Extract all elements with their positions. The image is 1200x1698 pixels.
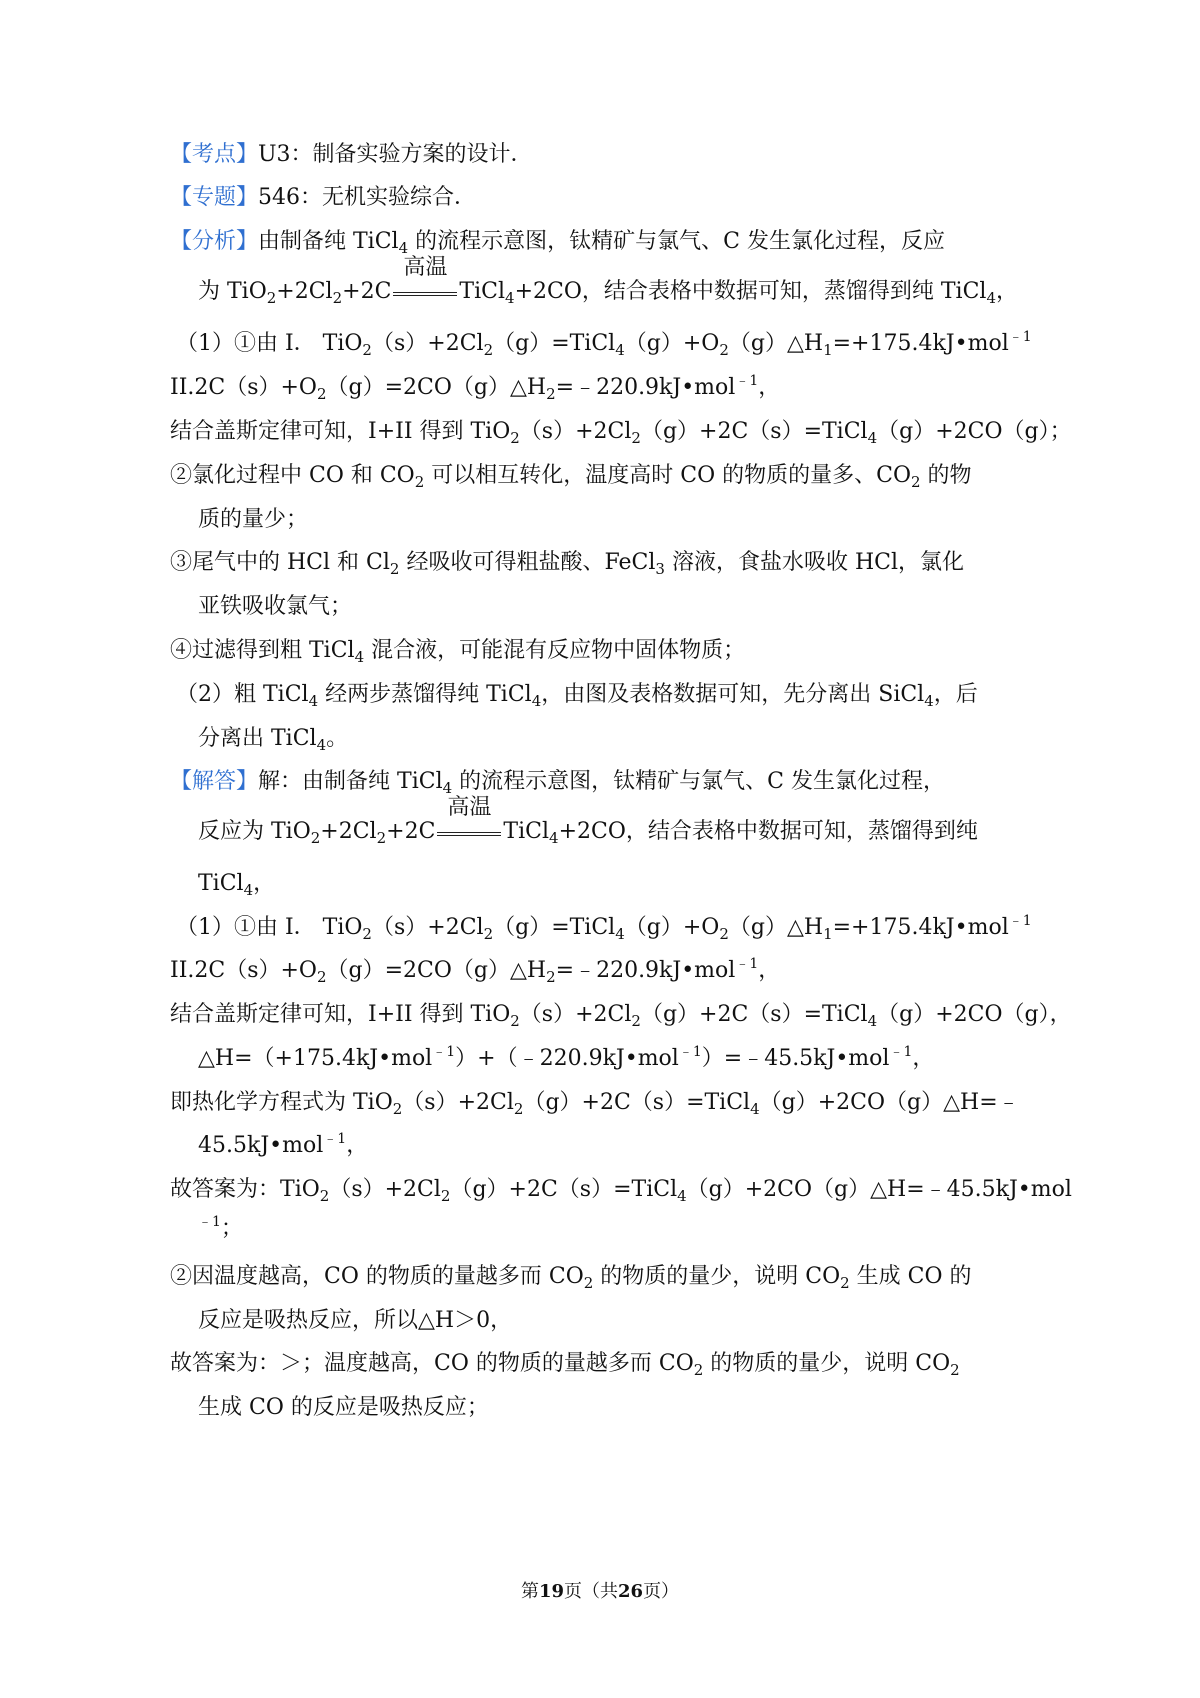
fenxi-hess-line: 结合盖斯定律可知，I+II 得到 $TiO_2(s)+2Cl_2(g)+2C(s)=TiCl_4(g)+2CO(g)$； [170,419,1072,447]
jieda-answer1-line-1: 故答案为：$TiO_2(s)+2Cl_2(g)+2C(s)=TiCl_4(g)+2CO(g)\triangle H=﹣45.5kJ•mol$ [170,1177,1072,1205]
jieda-hess-line-1: 结合盖斯定律可知，I+II 得到 $TiO_2(s)+2Cl_2(g)+2C(s)=TiCl_4(g)+2CO(g)$， [170,1002,1072,1030]
page-footer [0,1580,1200,1604]
fenxi-q1-line: （1）①由 I． $TiO_2(s)+2Cl_2(g)=TiCl_4(g)+O_2(g)\triangle H_1=+175.4kJ•mol^{﹣1}$ [176,329,1032,359]
footer-pre: 第 [520,1581,539,1602]
condition-label: 高温 [403,255,448,280]
jieda-point2-line-1: ②因温度越高，CO 的物质的量越多而 $CO_2$ 的物质的量少，说明 $CO_2$ 生成 CO 的 [170,1264,972,1292]
jieda-tag: 【解答】 [170,769,259,794]
jieda-point2-line-2: 反应是吸热反应，所以△H＞0， [198,1308,513,1333]
fenxi-tag: 【分析】 [170,229,259,254]
fenxi-point3-line-1: ③尾气中的 HCl 和 $Cl_2$ 经吸收可得粗盐酸、FeCl$_3$ 溶液，食盐水吸收 HCl，氯化 [170,550,964,578]
fenxi-line-1: 【分析】由制备纯 TiCl$_4$ 的流程示意图，钛精矿与氯气、C 发生氯化过程，反应 [170,229,945,257]
zhuanti-text: 546：无机实验综合． [258,185,477,210]
kaodian-text: U3：制备实验方案的设计． [258,142,533,167]
answer-prefix-2: 故答案为： [170,1351,281,1376]
jieda-line-3: TiCl$_4$， [198,871,276,899]
jieda-thermo-line-2: 45.5kJ•mol$^{﹣1}$， [198,1131,369,1158]
fenxi-line-2: 为 $TiO_2+2Cl_2+2C$ 高温 TiCl$_4$+2CO，结合表格中数据可知，蒸馏得到纯 TiCl$_4$， [198,255,1018,307]
zhuanti-line [170,183,476,213]
condition-label-2: 高温 [447,795,492,820]
jieda-answer2-line-1: 故答案为：＞；温度越高，CO 的物质的量越多而 $CO_2$ 的物质的量少，说明 $CO_2$ [170,1351,960,1379]
reaction-arrow-2 [436,795,502,847]
jieda-line-2: 反应为 $TiO_2+2Cl_2+2C$ 高温 TiCl$_4$+2CO，结合表格中数据可知，蒸馏得到纯 [198,795,978,847]
fenxi-point3-line-2: 亚铁吸收氯气； [198,594,353,619]
jieda-thermo-line-1: 即热化学方程式为 $TiO_2(s)+2Cl_2(g)+2C(s)=TiCl_4(g)+2CO(g)\triangle H=﹣$ [170,1090,1020,1118]
jieda-q1-line: （1）①由 I． $TiO_2(s)+2Cl_2(g)=TiCl_4(g)+O_2(g)\triangle H_1=+175.4kJ•mol^{﹣1}$ [176,913,1032,943]
jieda-eq2-line: $II.2C(s)+O_2(g)=2CO(g)\triangle H_2=﹣220.9kJ•mol^{﹣1}$， [170,956,781,986]
fenxi-point2-line-1: ②氯化过程中 CO 和 $CO_2$ 可以相互转化，温度高时 CO 的物质的量多、$CO_2$ 的物 [170,463,972,491]
total-pages: 26 [618,1581,644,1602]
fenxi-point4-line: ④过滤得到粗 TiCl$_4$ 混合液，可能混有反应物中固体物质； [170,638,746,666]
jieda-hess-line-2: △H=（+175.4kJ•mol$^{﹣1}$）+（﹣220.9kJ•mol$^{﹣1}$）=﹣45.5kJ•mol$^{﹣1}$， [198,1044,935,1071]
jieda-answer1-line-2: $^{﹣1}$； [198,1214,243,1241]
fenxi-q2-line-1: （2）粗 TiCl$_4$ 经两步蒸馏得纯 TiCl$_4$，由图及表格数据可知，先分离出 SiCl$_4$，后 [176,682,978,710]
page-number: 19 [538,1581,564,1602]
footer-mid: 页（共 [564,1581,618,1602]
reaction-arrow [392,255,458,307]
kaodian-tag: 【考点】 [170,142,259,167]
fenxi-q2-line-2: 分离出 TiCl$_4$。 [198,726,349,754]
answer-prefix-1: 故答案为： [170,1177,281,1202]
zhuanti-tag: 【专题】 [170,185,259,210]
jieda-line-1: 【解答】解：由制备纯 TiCl$_4$ 的流程示意图，钛精矿与氯气、C 发生氯化过程， [170,769,945,797]
jieda-answer2-line-2: 生成 CO 的反应是吸热反应； [198,1395,489,1420]
fenxi-eq2-line: $II.2C(s)+O_2(g)=2CO(g)\triangle H_2=﹣220.9kJ•mol^{﹣1}$， [170,373,781,403]
footer-post: 页） [643,1581,680,1602]
jieda-prefix: 解： [258,769,303,794]
kaodian-line [170,140,533,170]
fenxi-point2-line-2: 质的量少； [198,507,309,532]
